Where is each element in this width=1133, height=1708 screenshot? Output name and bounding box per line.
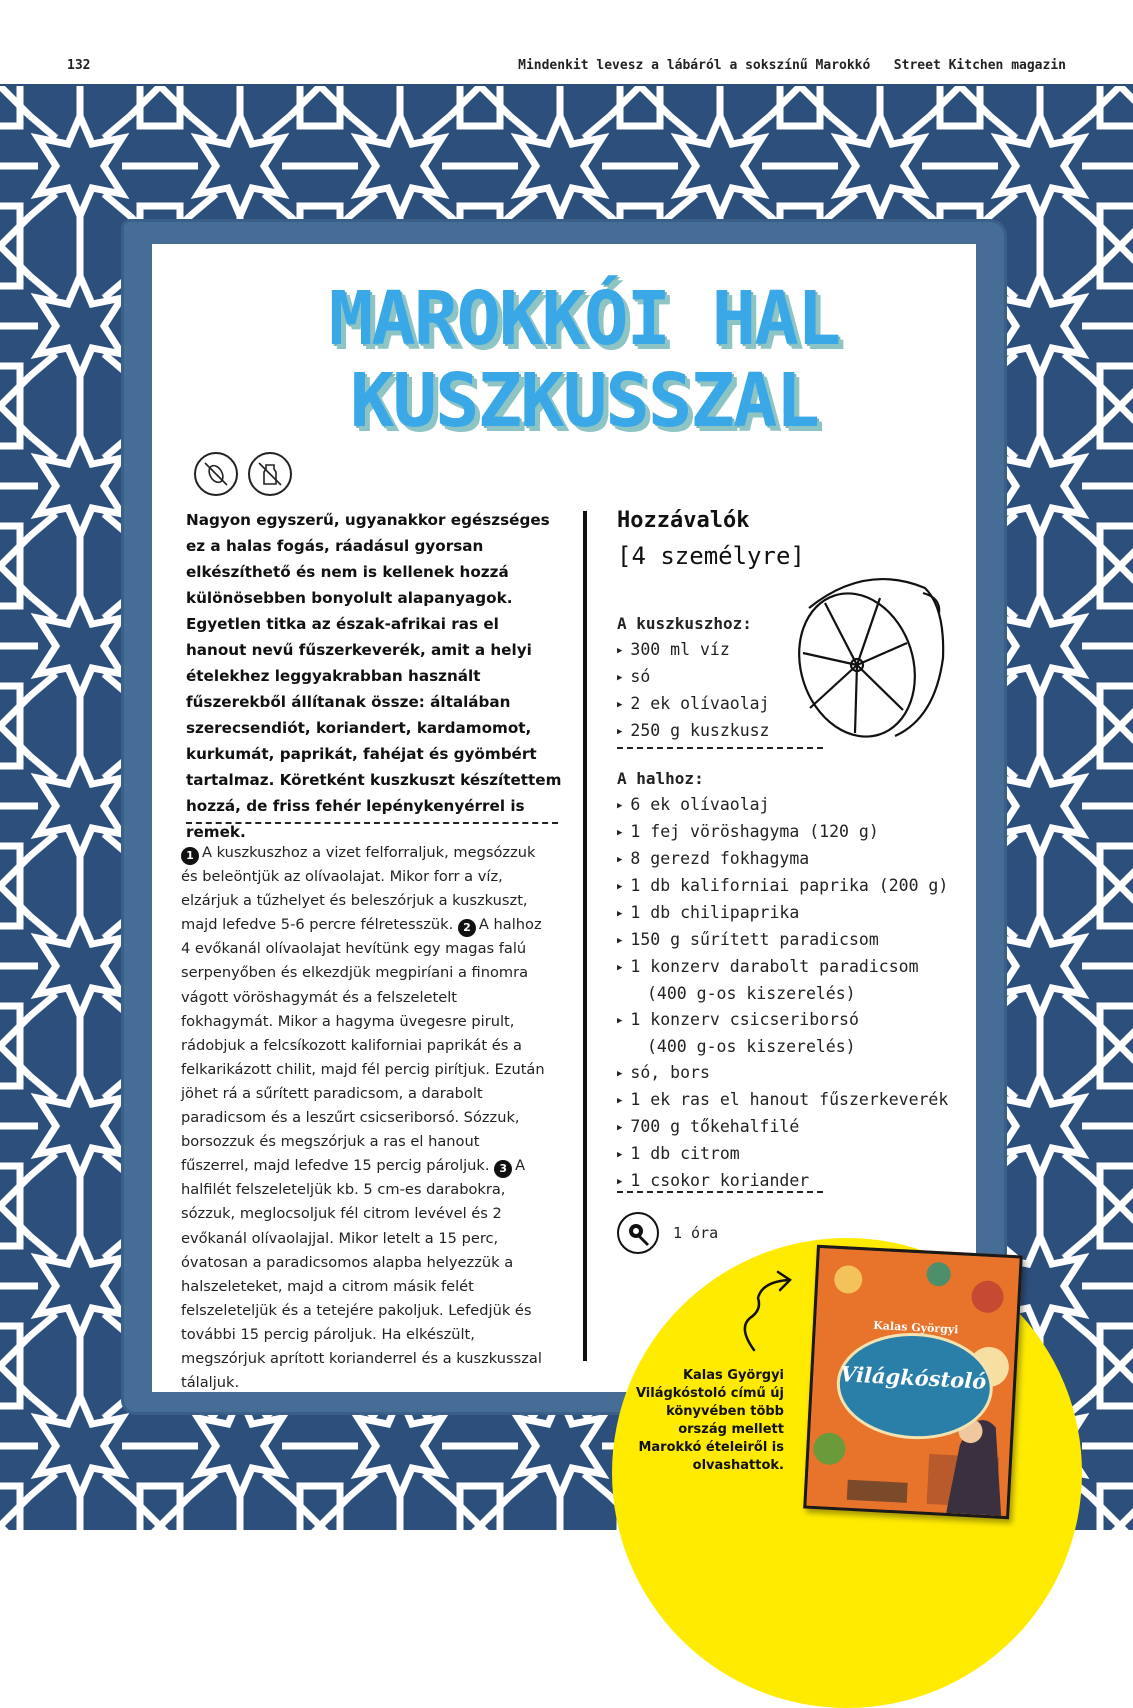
fish-divider — [617, 1191, 823, 1193]
step-number: 2 — [458, 919, 476, 937]
recipe-intro: Nagyon egyszerű, ugyanakkor egészséges ez a halas fogás, ráadásul gyorsan elkészíthető és nem is kellenek hozzá különösebben bonyolult alapanyagok. Egyetlen titka az észak-afrikai ras el hanout nevű fűszerkeverék, amit a helyi ételekhez leggyakrabban használt fűszerekből állítanak össze: általában szerecsendiót, koriandert, kardamomot, kurkumát, paprikát, fahéjat és gyömbért tartalmaz. Köretként kuszkuszt készítettem hozzá, de friss fehér lepénykenyérrel is remek. — [186, 511, 562, 841]
list-item: ▶ 250 g kuszkusz — [617, 721, 770, 740]
cooking-time — [617, 1212, 718, 1254]
book-author: Kalas Györgyi — [872, 1318, 959, 1337]
cooking-time-value: 1 óra — [673, 1224, 719, 1242]
fish-heading: A halhoz: — [617, 769, 704, 788]
list-item: ▶ 1 csokor koriander — [617, 1171, 810, 1190]
list-item: ▶ 150 g sűrített paradicsom — [617, 930, 879, 949]
couscous-heading: A kuszkuszhoz: — [617, 614, 752, 633]
list-item: ▶ 1 db citrom — [617, 1144, 740, 1163]
step-number: 3 — [494, 1160, 512, 1178]
book-title: Világkóstoló — [839, 1361, 987, 1394]
page-number: 132 — [67, 58, 91, 73]
list-item: ▶ 300 ml víz — [617, 640, 730, 659]
list-item: ▶ só — [617, 667, 651, 686]
step-text: A halfilét felszeleteljük kb. 5 cm-es darabokra, sózzuk, meglocsoljuk fél citrom levével és 2 evőkanál olívaolajjal. Mikor letelt a 15 perc, óvatosan a paradicsomos alapba helyezzük a halszeleteket, majd a citrom másik felét felszeleteljük és a tetejére pakoljuk. Lefedjük és további 15 percig pároljuk. Ha elkészült, megszórjuk aprított korianderrel és a kuszkusszal tálaljuk. — [181, 1157, 542, 1392]
timer-icon — [617, 1212, 659, 1254]
list-item: ▶ 1 db chilipaprika — [617, 903, 800, 922]
gluten-free-icon — [194, 452, 238, 496]
lactose-free-icon — [248, 452, 292, 496]
fish-ingredients — [617, 766, 948, 1195]
list-item: ▶ 8 gerezd fokhagyma — [617, 849, 810, 868]
title-line-1: MAROKKÓI HAL — [328, 276, 840, 362]
list-item: ▶ 2 ek olívaolaj — [617, 694, 770, 713]
list-item: ▶ 1 db kaliforniai paprika (200 g) — [617, 876, 949, 895]
step-text: A halhoz 4 evőkanál olívaolajat hevítünk egy magas falú serpenyőben és elkezdjük megpiríani a finomra vágott vöröshagymát és a felszeletelt fokhagymát. Mikor a hagyma üvegesre pirult, rádobjuk a felcsíkozott kaliforniai paprikát és a felkarikázott chilit, majd fél percig pirítjuk. Ezután jöhet rá a sűrített paradicsom, a darabolt paradicsom és a leszűrt csicseriborsó. Sózzuk, borsozzuk és megszórjuk a ras el hanout fűszerrel, majd lefedve 15 percig pároljuk. — [181, 916, 545, 1175]
step-text: A kuszkuszhoz a vizet felforraljuk, megsózzuk és beleöntjük az olívaolajat. Mikor forr a víz, elzárjuk a tűzhelyet és beleszórjuk a kuszkuszt, majd lefedve 5-6 percre félretesszük. — [181, 844, 536, 934]
list-item: ▶ só, bors — [617, 1063, 710, 1082]
ingredients-title: Hozzávalók — [617, 508, 750, 533]
column-divider — [583, 511, 587, 1361]
list-item: ▶ 6 ek olívaolaj — [617, 795, 770, 814]
step-number: 1 — [181, 847, 199, 865]
running-title: Mindenkit levesz a lábáról a sokszínű Marokkó Street Kitchen magazin — [518, 58, 1066, 73]
intro-divider — [186, 822, 558, 824]
couscous-ingredients — [617, 611, 770, 745]
list-item: ▶ 1 konzerv csicseriborsó — [617, 1010, 859, 1029]
list-item-continuation: (400 g-os kiszerelés) — [647, 984, 856, 1003]
recipe-title — [152, 278, 976, 442]
recipe-steps — [181, 841, 551, 1395]
list-item: ▶ 700 g tőkehalfilé — [617, 1117, 800, 1136]
title-line-2: KUSZKUSSZAL — [349, 358, 819, 444]
promo-text: Kalas Györgyi Világkóstoló című új könyvében több ország mellett Marokkó ételeiről is olvashattok. — [635, 1368, 784, 1473]
diet-icons — [194, 452, 292, 496]
book-cover[interactable] — [803, 1245, 1023, 1519]
list-item-continuation: (400 g-os kiszerelés) — [647, 1037, 856, 1056]
page-header — [0, 0, 1133, 86]
list-item: ▶ 1 fej vöröshagyma (120 g) — [617, 822, 879, 841]
couscous-divider — [617, 747, 823, 749]
list-item: ▶ 1 ek ras el hanout fűszerkeverék — [617, 1090, 949, 1109]
list-item: ▶ 1 konzerv darabolt paradicsom — [617, 957, 919, 976]
lemon-illustration — [795, 568, 945, 743]
ingredients-serving: [4 személyre] — [617, 542, 805, 570]
curved-arrow-icon — [728, 1268, 798, 1358]
